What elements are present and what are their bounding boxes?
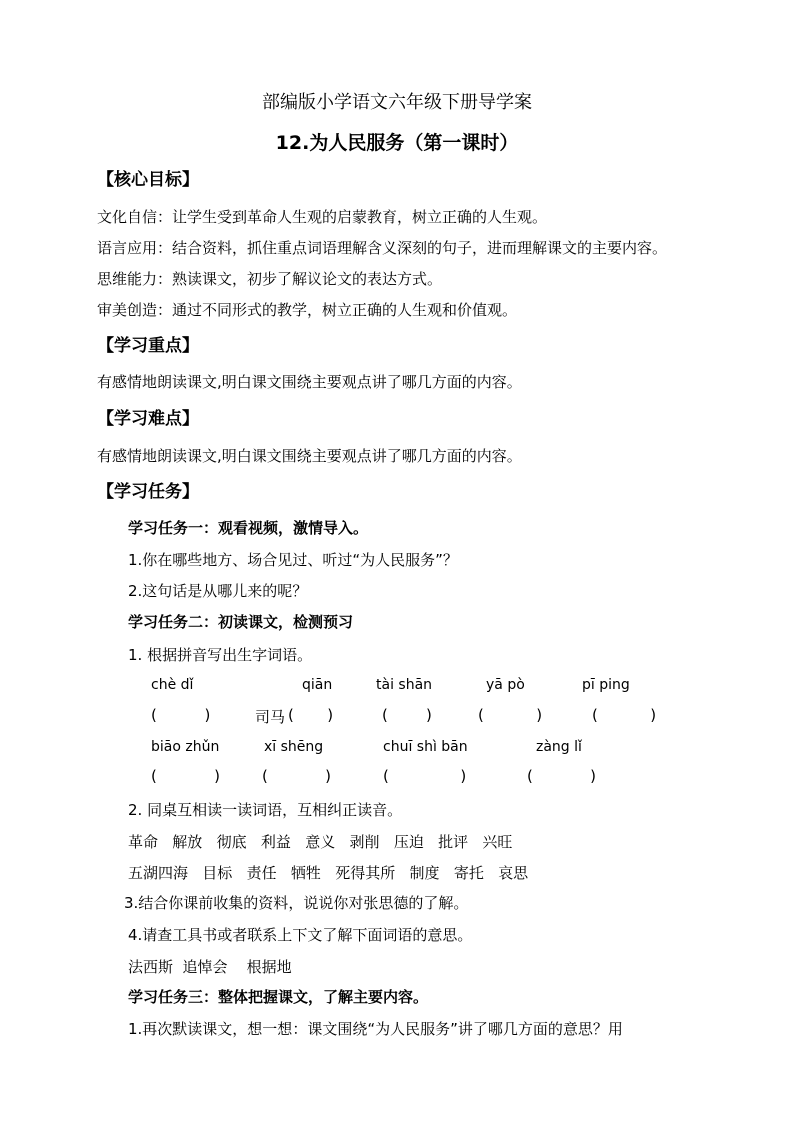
difficulties-heading: 【学习难点】 bbox=[97, 409, 199, 429]
task2-question: 4.请查工具书或者联系上下文了解下面词语的意思。 bbox=[128, 926, 473, 944]
task3-title: 学习任务三：整体把握课文，了解主要内容。 bbox=[128, 988, 429, 1006]
answer-blank[interactable]: ( ) bbox=[151, 767, 220, 785]
lesson-title: 12.为人民服务（第一课时） bbox=[275, 132, 519, 154]
task2-question: 2. 同桌互相读一读词语，互相纠正读音。 bbox=[128, 801, 403, 819]
answer-blank[interactable]: ( ) bbox=[383, 767, 467, 785]
task1-title: 学习任务一：观看视频，激情导入。 bbox=[128, 519, 369, 537]
answer-blank[interactable]: ( ) bbox=[262, 767, 331, 785]
task2-question: 3.结合你课前收集的资料，说说你对张思德的了解。 bbox=[124, 894, 469, 912]
answer-blank[interactable]: ( ) bbox=[592, 706, 657, 724]
task2-title: 学习任务二：初读课文，检测预习 bbox=[128, 613, 354, 631]
vocab-row: 革命 解放 彻底 利益 意义 剥削 压迫 批评 兴旺 bbox=[128, 833, 513, 851]
tasks-heading: 【学习任务】 bbox=[97, 482, 199, 502]
pinyin: chuī shì bān bbox=[383, 739, 468, 755]
core-goal-item: 文化自信：让学生受到革命人生观的启蒙教育，树立正确的人生观。 bbox=[97, 208, 548, 226]
task3-question: 1.再次默读课文，想一想：课文围绕“为人民服务”讲了哪几方面的意思？用 bbox=[128, 1020, 623, 1038]
key-points-text: 有感情地朗读课文,明白课文围绕主要观点讲了哪几方面的内容。 bbox=[97, 373, 522, 391]
vocab-row: 法西斯 追悼会 根据地 bbox=[128, 958, 292, 976]
pinyin: pī ping bbox=[582, 677, 630, 693]
pinyin: xī shēng bbox=[264, 739, 324, 755]
answer-blank[interactable]: ( ) bbox=[382, 706, 432, 724]
answer-blank[interactable]: ( ) bbox=[478, 706, 543, 724]
core-goal-item: 思维能力：熟读课文，初步了解议论文的表达方式。 bbox=[97, 270, 443, 288]
pinyin: biāo zhǔn bbox=[151, 739, 220, 755]
core-goals-heading: 【核心目标】 bbox=[97, 170, 199, 190]
key-points-heading: 【学习重点】 bbox=[97, 336, 199, 356]
series-title: 部编版小学语文六年级下册导学案 bbox=[262, 92, 532, 113]
core-goal-item: 语言应用：结合资料，抓住重点词语理解含义深刻的句子，进而理解课文的主要内容。 bbox=[97, 239, 668, 257]
pinyin: tài shān bbox=[376, 677, 433, 693]
answer-blank[interactable]: ( ) bbox=[288, 706, 334, 724]
vocab-row: 五湖四海 目标 责任 牺牲 死得其所 制度 寄托 哀思 bbox=[128, 864, 529, 882]
sima-label: 司马 bbox=[255, 708, 286, 726]
task1-question: 2.这句话是从哪儿来的呢？ bbox=[128, 582, 308, 600]
answer-blank[interactable]: ( ) bbox=[527, 767, 596, 785]
core-goal-item: 审美创造：通过不同形式的教学，树立正确的人生观和价值观。 bbox=[97, 301, 518, 319]
pinyin: zàng lǐ bbox=[536, 739, 582, 755]
answer-blank[interactable]: ( ) bbox=[151, 706, 211, 724]
pinyin: yā pò bbox=[486, 677, 525, 693]
difficulties-text: 有感情地朗读课文,明白课文围绕主要观点讲了哪几方面的内容。 bbox=[97, 447, 522, 465]
pinyin: chè dǐ bbox=[151, 677, 194, 693]
task1-question: 1.你在哪些地方、场合见过、听过“为人民服务”？ bbox=[128, 551, 458, 569]
task2-question: 1. 根据拼音写出生字词语。 bbox=[128, 646, 313, 664]
pinyin: qiān bbox=[302, 677, 333, 693]
